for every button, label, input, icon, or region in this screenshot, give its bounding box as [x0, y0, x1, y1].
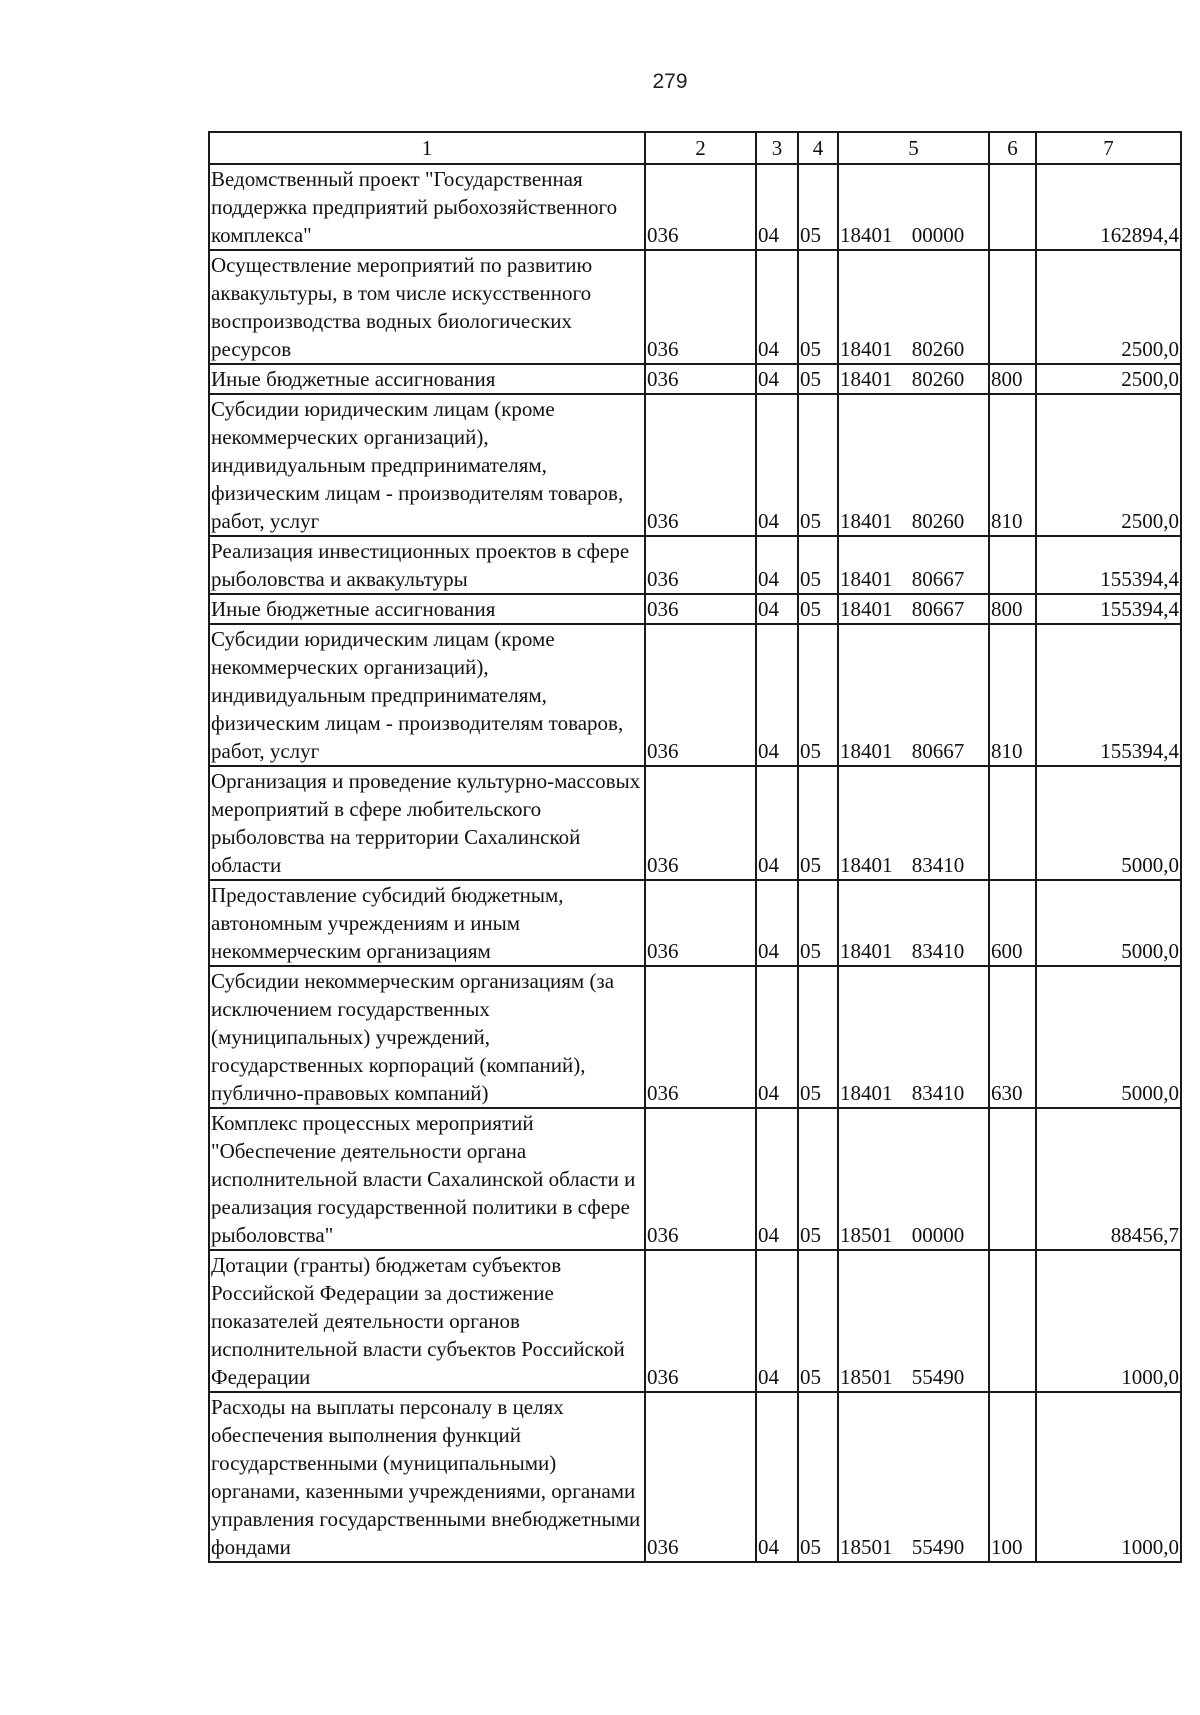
- row-gr-cell: 036: [645, 880, 756, 966]
- row-rz-cell: 04: [756, 164, 798, 250]
- row-name-cell: Комплекс процессных мероприятий "Обеспечение деятельности органа исполнительной власти Сахалинской области и реализация государственной политики в сфере рыболовства": [209, 1108, 645, 1250]
- row-gr-cell: 036: [645, 536, 756, 594]
- row-pr-cell: 05: [798, 594, 838, 624]
- table-row: [209, 394, 1181, 536]
- table-row: [209, 364, 1181, 394]
- row-csr-cell: 18401 83410: [838, 880, 989, 966]
- row-vr-cell: 100: [989, 1392, 1036, 1562]
- row-name-cell: Предоставление субсидий бюджетным, автономным учреждениям и иным некоммерческим организациям: [209, 880, 645, 966]
- column-header: 1: [209, 132, 645, 164]
- row-gr-cell: 036: [645, 364, 756, 394]
- row-amount-cell: 155394,4: [1036, 594, 1181, 624]
- row-pr-cell: 05: [798, 766, 838, 880]
- table-body: [209, 164, 1181, 1562]
- table-row: [209, 250, 1181, 364]
- row-gr-cell: 036: [645, 250, 756, 364]
- row-amount-cell: 162894,4: [1036, 164, 1181, 250]
- row-gr-cell: 036: [645, 766, 756, 880]
- row-csr-cell: 18401 80667: [838, 624, 989, 766]
- row-rz-cell: 04: [756, 364, 798, 394]
- row-vr-cell: 800: [989, 594, 1036, 624]
- row-vr-cell: 630: [989, 966, 1036, 1108]
- row-vr-cell: 810: [989, 394, 1036, 536]
- row-pr-cell: 05: [798, 364, 838, 394]
- table-row: [209, 536, 1181, 594]
- row-csr-cell: 18401 80260: [838, 250, 989, 364]
- row-pr-cell: 05: [798, 250, 838, 364]
- row-rz-cell: 04: [756, 536, 798, 594]
- row-name-cell: Субсидии некоммерческим организациям (за исключением государственных (муниципальных) учреждений, государственных корпораций (компаний), публично-правовых компаний): [209, 966, 645, 1108]
- row-vr-cell: 810: [989, 624, 1036, 766]
- row-amount-cell: 5000,0: [1036, 966, 1181, 1108]
- row-vr-cell: [989, 1250, 1036, 1392]
- row-amount-cell: 2500,0: [1036, 250, 1181, 364]
- row-gr-cell: 036: [645, 624, 756, 766]
- column-header: 3: [756, 132, 798, 164]
- row-vr-cell: [989, 250, 1036, 364]
- table-row: [209, 1108, 1181, 1250]
- row-rz-cell: 04: [756, 394, 798, 536]
- column-header: 2: [645, 132, 756, 164]
- row-amount-cell: 1000,0: [1036, 1392, 1181, 1562]
- table-row: [209, 594, 1181, 624]
- row-vr-cell: [989, 536, 1036, 594]
- row-amount-cell: 1000,0: [1036, 1250, 1181, 1392]
- row-csr-cell: 18401 80260: [838, 364, 989, 394]
- row-pr-cell: 05: [798, 880, 838, 966]
- row-pr-cell: 05: [798, 164, 838, 250]
- row-gr-cell: 036: [645, 1392, 756, 1562]
- row-name-cell: Расходы на выплаты персоналу в целях обеспечения выполнения функций государственными (муниципальными) органами, казенными учреждениями, органами управления государственными внебюджетными фондами: [209, 1392, 645, 1562]
- row-amount-cell: 2500,0: [1036, 394, 1181, 536]
- table-row: [209, 966, 1181, 1108]
- row-vr-cell: [989, 1108, 1036, 1250]
- row-rz-cell: 04: [756, 250, 798, 364]
- row-rz-cell: 04: [756, 880, 798, 966]
- row-amount-cell: 155394,4: [1036, 536, 1181, 594]
- row-vr-cell: 800: [989, 364, 1036, 394]
- row-pr-cell: 05: [798, 966, 838, 1108]
- page-number: 279: [652, 70, 688, 93]
- table-header: [209, 132, 1181, 164]
- row-gr-cell: 036: [645, 164, 756, 250]
- row-pr-cell: 05: [798, 394, 838, 536]
- row-csr-cell: 18501 00000: [838, 1108, 989, 1250]
- row-name-cell: Реализация инвестиционных проектов в сфере рыболовства и аквакультуры: [209, 536, 645, 594]
- row-rz-cell: 04: [756, 1392, 798, 1562]
- row-amount-cell: 88456,7: [1036, 1108, 1181, 1250]
- row-csr-cell: 18401 80667: [838, 594, 989, 624]
- table-row: [209, 624, 1181, 766]
- row-rz-cell: 04: [756, 594, 798, 624]
- row-rz-cell: 04: [756, 1250, 798, 1392]
- row-rz-cell: 04: [756, 766, 798, 880]
- table-row: [209, 164, 1181, 250]
- row-csr-cell: 18401 00000: [838, 164, 989, 250]
- row-vr-cell: 600: [989, 880, 1036, 966]
- row-rz-cell: 04: [756, 1108, 798, 1250]
- row-gr-cell: 036: [645, 1108, 756, 1250]
- row-pr-cell: 05: [798, 1250, 838, 1392]
- column-header: 4: [798, 132, 838, 164]
- table-row: [209, 1392, 1181, 1562]
- row-vr-cell: [989, 164, 1036, 250]
- row-rz-cell: 04: [756, 966, 798, 1108]
- row-amount-cell: 5000,0: [1036, 766, 1181, 880]
- row-gr-cell: 036: [645, 1250, 756, 1392]
- column-header: 6: [989, 132, 1036, 164]
- row-name-cell: Субсидии юридическим лицам (кроме некоммерческих организаций), индивидуальным предпринимателям, физическим лицам - производителям товаров, работ, услуг: [209, 394, 645, 536]
- row-name-cell: Субсидии юридическим лицам (кроме некоммерческих организаций), индивидуальным предпринимателям, физическим лицам - производителям товаров, работ, услуг: [209, 624, 645, 766]
- row-rz-cell: 04: [756, 624, 798, 766]
- row-name-cell: Иные бюджетные ассигнования: [209, 594, 645, 624]
- row-csr-cell: 18401 83410: [838, 966, 989, 1108]
- row-gr-cell: 036: [645, 966, 756, 1108]
- row-name-cell: Осуществление мероприятий по развитию аквакультуры, в том числе искусственного воспроизводства водных биологических ресурсов: [209, 250, 645, 364]
- row-pr-cell: 05: [798, 1392, 838, 1562]
- row-name-cell: Ведомственный проект "Государственная поддержка предприятий рыбохозяйственного комплекса": [209, 164, 645, 250]
- table-row: [209, 880, 1181, 966]
- table-row: [209, 1250, 1181, 1392]
- row-csr-cell: 18401 80667: [838, 536, 989, 594]
- header-row: [209, 132, 1181, 164]
- row-gr-cell: 036: [645, 594, 756, 624]
- row-csr-cell: 18501 55490: [838, 1250, 989, 1392]
- row-name-cell: Иные бюджетные ассигнования: [209, 364, 645, 394]
- row-name-cell: Дотации (гранты) бюджетам субъектов Российской Федерации за достижение показателей деятельности органов исполнительной власти субъектов Российской Федерации: [209, 1250, 645, 1392]
- table-row: [209, 766, 1181, 880]
- row-csr-cell: 18501 55490: [838, 1392, 989, 1562]
- row-pr-cell: 05: [798, 1108, 838, 1250]
- row-amount-cell: 2500,0: [1036, 364, 1181, 394]
- row-amount-cell: 155394,4: [1036, 624, 1181, 766]
- row-csr-cell: 18401 80260: [838, 394, 989, 536]
- row-vr-cell: [989, 766, 1036, 880]
- column-header: 5: [838, 132, 989, 164]
- row-pr-cell: 05: [798, 536, 838, 594]
- row-name-cell: Организация и проведение культурно-массовых мероприятий в сфере любительского рыболовства на территории Сахалинской области: [209, 766, 645, 880]
- row-amount-cell: 5000,0: [1036, 880, 1181, 966]
- row-pr-cell: 05: [798, 624, 838, 766]
- budget-table: [208, 131, 1182, 1563]
- row-gr-cell: 036: [645, 394, 756, 536]
- column-header: 7: [1036, 132, 1181, 164]
- row-csr-cell: 18401 83410: [838, 766, 989, 880]
